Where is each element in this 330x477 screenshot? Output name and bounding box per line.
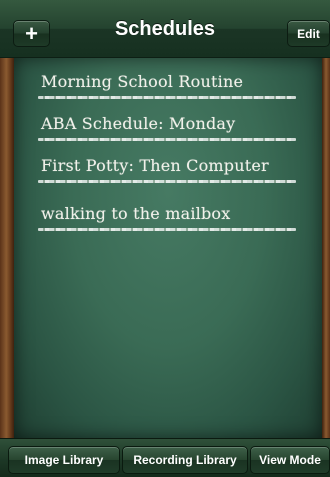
chalk-underline: [38, 96, 296, 99]
recording-library-button[interactable]: Recording Library: [122, 446, 248, 474]
schedule-label: Morning School Routine: [41, 72, 244, 91]
chalk-underline: [38, 180, 296, 183]
wood-frame-right: [322, 58, 330, 438]
chalk-underline: [38, 138, 296, 141]
schedule-label: ABA Schedule: Monday: [41, 114, 236, 133]
schedule-item-morning-school-routine[interactable]: [14, 62, 322, 102]
bottom-toolbar: [0, 438, 330, 477]
schedule-item-aba-schedule-monday[interactable]: [14, 104, 322, 144]
edit-button[interactable]: Edit: [287, 20, 330, 47]
image-library-button[interactable]: Image Library: [8, 446, 120, 474]
schedule-label: walking to the mailbox: [41, 204, 231, 223]
schedule-item-first-potty-then-computer[interactable]: [14, 146, 322, 186]
chalk-underline: [38, 228, 296, 231]
view-mode-button[interactable]: View Mode: [250, 446, 330, 474]
page-title: Schedules: [114, 18, 216, 40]
chalkboard: [14, 58, 322, 438]
navigation-bar: [0, 0, 330, 58]
plus-icon: +: [25, 20, 38, 46]
wood-frame-left: [0, 58, 14, 438]
schedule-item-walking-to-the-mailbox[interactable]: [14, 194, 322, 234]
schedule-label: First Potty: Then Computer: [41, 156, 269, 175]
